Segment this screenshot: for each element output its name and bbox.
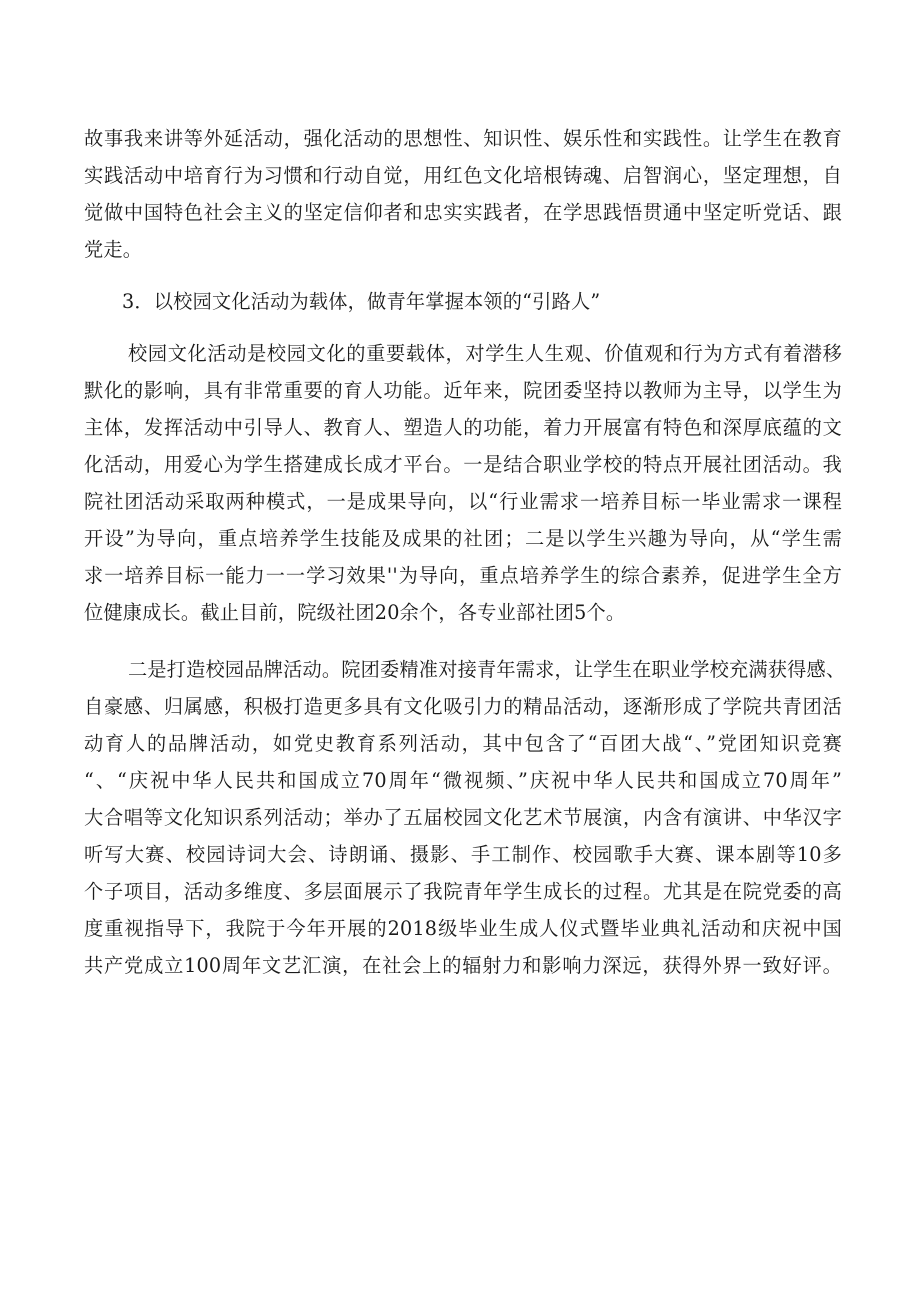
text-line: 动育人的品牌活动，如党史教育系列活动，其中包含了“百团大战“、”党团知识竞赛 (84, 732, 842, 755)
text-line: 求一培养目标一能力一一学习效果''为导向，重点培养学生的综合素养，促进学生全方 (84, 564, 842, 587)
text-line: “、“庆祝中华人民共和国成立70周年“微视频、”庆祝中华人民共和国成立70周年” (84, 769, 842, 792)
text-line: 共产党成立100周年文艺汇演，在社会上的辐射力和影响力深远，获得外界一致好评。 (84, 954, 842, 977)
paragraph-continuation (84, 120, 842, 268)
text-line: 实践活动中培育行为习惯和行动自觉，用红色文化培根铸魂、启智润心，坚定理想，自 (84, 164, 842, 187)
text-line: 个子项目，活动多维度、多层面展示了我院青年学生成长的过程。尤其是在院党委的高 (84, 880, 842, 903)
text-line: 开设”为导向，重点培养学生技能及成果的社团；二是以学生兴趣为导向，从“学生需 (84, 527, 842, 550)
text-line: 院社团活动采取两种模式，一是成果导向，以“行业需求一培养目标一毕业需求一课程 (84, 490, 842, 513)
text-line: 度重视指导下，我院于今年开展的2018级毕业生成人仪式暨毕业典礼活动和庆祝中国 (84, 917, 842, 940)
text-line: 听写大赛、校园诗词大会、诗朗诵、摄影、手工制作、校园歌手大赛、课本剧等10多 (84, 843, 842, 866)
paragraph-campus-culture (84, 335, 842, 631)
text-line: 觉做中国特色社会主义的坚定信仰者和忠实实践者，在学思践悟贯通中坚定听党话、跟 (84, 201, 842, 224)
text-line: 主体，发挥活动中引导人、教育人、塑造人的功能，着力开展富有特色和深厚底蕴的文 (84, 416, 842, 439)
text-line: 自豪感、归属感，积极打造更多具有文化吸引力的精品活动，逐渐形成了学院共青团活 (84, 695, 842, 718)
text-line: 化活动，用爱心为学生搭建成长成才平台。一是结合职业学校的特点开展社团活动。我 (84, 453, 842, 476)
text-line: 默化的影响，具有非常重要的育人功能。近年来，院团委坚持以教师为主导，以学生为 (84, 379, 842, 402)
text-line: 二是打造校园品牌活动。院团委精准对接青年需求，让学生在职业学校充满获得感、 (128, 658, 846, 681)
text-line: 校园文化活动是校园文化的重要载体，对学生人生观、价值观和行为方式有着潜移 (128, 342, 842, 365)
section-heading (84, 283, 842, 320)
heading-text: 3．以校园文化活动为载体，做青年掌握本领的“引路人” (122, 290, 601, 313)
text-line: 大合唱等文化知识系列活动；举办了五届校园文化艺术节展演，内含有演讲、中华汉字 (84, 806, 842, 829)
document-page (84, 120, 846, 984)
text-line: 党走。 (84, 238, 143, 261)
text-line: 故事我来讲等外延活动，强化活动的思想性、知识性、娱乐性和实践性。让学生在教育 (84, 127, 842, 150)
text-line: 位健康成长。截止目前，院级社团20余个，各专业部社团5个。 (84, 601, 626, 624)
paragraph-brand-activities (84, 651, 846, 984)
